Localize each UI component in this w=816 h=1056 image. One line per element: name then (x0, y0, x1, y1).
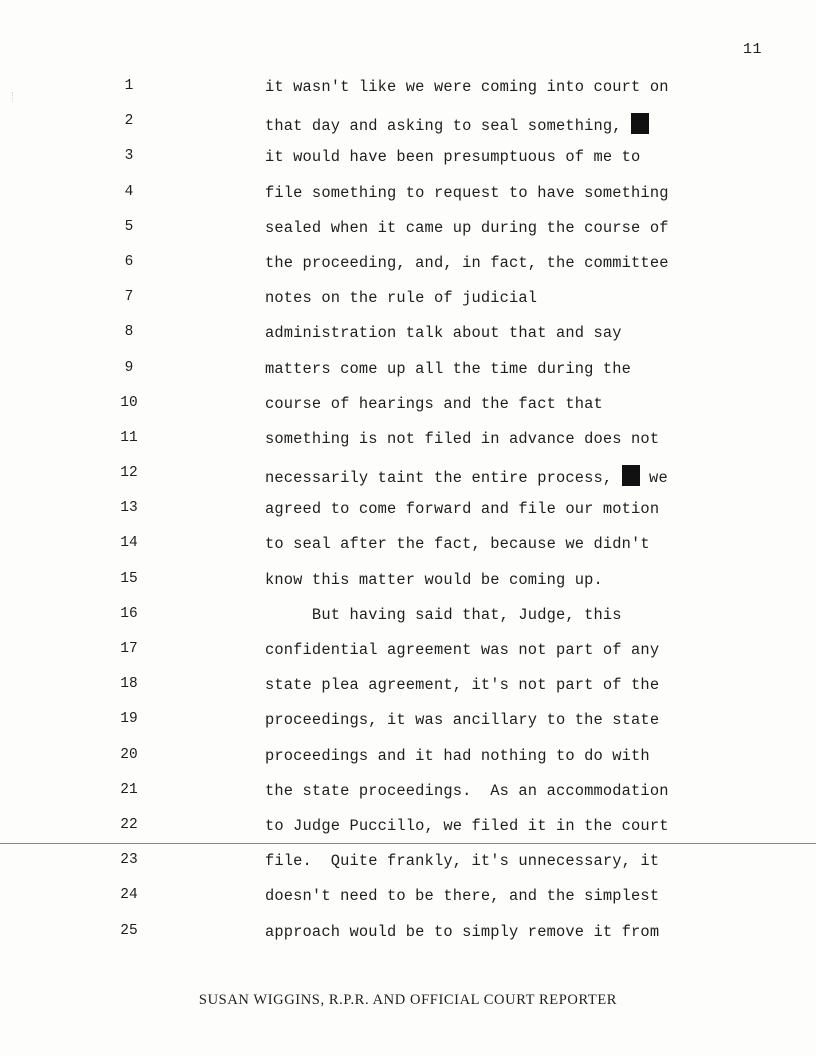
transcript-line (0, 844, 816, 879)
text-segment: confidential agreement was not part of any (265, 641, 660, 659)
line-text (265, 782, 669, 800)
line-text (265, 887, 659, 905)
text-segment: notes on the rule of judicial (265, 289, 538, 308)
line-text (265, 184, 669, 202)
transcript-line (0, 105, 816, 140)
line-number: 1 (124, 78, 134, 94)
line-text (265, 571, 603, 589)
transcript-line (0, 879, 816, 914)
text-segment: doesn't need to be there, and the simplest (265, 887, 660, 906)
transcript-line (0, 598, 816, 633)
reporter-footer: SUSAN WIGGINS, R.P.R. AND OFFICIAL COURT REPORTER (198, 992, 618, 1008)
text-segment: know this matter would be coming up. (265, 570, 603, 589)
line-text (265, 148, 640, 166)
line-text (265, 78, 669, 96)
transcript-line (0, 387, 816, 422)
transcript-line (0, 668, 816, 703)
line-number: 19 (120, 711, 138, 728)
line-number: 9 (124, 359, 134, 376)
transcript-line (0, 527, 816, 562)
line-number: 21 (120, 781, 138, 798)
text-segment: it would have been presumptuous of me to (265, 148, 641, 167)
line-number: 3 (124, 148, 134, 165)
text-segment: file. Quite frankly, it's unnecessary, it (265, 852, 660, 871)
line-text (265, 676, 659, 694)
text-segment: the proceeding, and, in fact, the committee (265, 253, 669, 272)
line-text (265, 289, 537, 307)
line-number: 7 (124, 289, 134, 306)
line-number: 17 (120, 641, 138, 657)
transcript-line (0, 70, 816, 105)
redaction-block (622, 465, 640, 486)
line-number: 12 (120, 465, 138, 482)
text-segment: to Judge Puccillo, we filed it in the court (265, 816, 669, 835)
line-text (265, 360, 631, 378)
transcript-line (0, 563, 816, 598)
text-segment: state plea agreement, it's not part of the (265, 676, 660, 695)
text-segment: file something to request to have something (265, 183, 669, 202)
text-segment: sealed when it came up during the course of (265, 218, 669, 237)
line-text (265, 641, 659, 659)
transcript-line (0, 809, 816, 844)
line-text (265, 219, 669, 237)
text-segment: But having said that, Judge, this (265, 605, 622, 624)
transcript-line (0, 352, 816, 387)
line-number: 11 (120, 429, 138, 446)
transcript-line (0, 281, 816, 316)
line-number: 23 (120, 852, 138, 869)
transcript-line (0, 316, 816, 351)
scan-artifact-line (0, 843, 816, 844)
line-number: 16 (120, 605, 138, 622)
text-segment: matters come up all the time during the (265, 359, 632, 378)
transcript-line (0, 774, 816, 809)
line-text (265, 852, 659, 870)
line-number: 6 (124, 253, 134, 270)
transcript-line (0, 457, 816, 492)
text-segment: something is not filed in advance does not (265, 429, 660, 448)
transcript-line (0, 915, 816, 950)
line-text (265, 606, 622, 624)
redaction-block (631, 113, 649, 134)
text-segment: to seal after the fact, because we didn't (265, 535, 650, 554)
line-text (265, 465, 668, 487)
line-text (265, 923, 659, 941)
text-segment: approach would be to simply remove it from (265, 922, 660, 941)
line-text (265, 747, 650, 765)
line-text (265, 535, 650, 553)
text-segment: course of hearings and the fact that (265, 394, 603, 413)
line-text (265, 817, 669, 835)
line-number: 15 (120, 570, 138, 587)
page-number: 11 (742, 41, 762, 58)
line-number: 20 (120, 746, 138, 763)
line-number: 4 (124, 183, 134, 200)
line-text (265, 430, 659, 448)
transcript-line (0, 492, 816, 527)
line-text (265, 254, 669, 272)
line-number: 25 (120, 922, 138, 939)
line-number: 14 (120, 535, 138, 552)
transcript-line (0, 422, 816, 457)
transcript-line (0, 739, 816, 774)
text-segment: proceedings and it had nothing to do with (265, 746, 650, 765)
text-segment: the state proceedings. As an accommodation (265, 781, 669, 800)
line-number: 10 (120, 394, 138, 411)
text-segment: that day and asking to seal something, (265, 117, 632, 136)
line-number: 8 (124, 324, 134, 341)
line-number: 13 (120, 500, 138, 517)
line-text (265, 395, 603, 413)
transcript-line (0, 703, 816, 738)
transcript-line (0, 211, 816, 246)
transcript-line (0, 633, 816, 668)
text-segment: we (639, 469, 668, 488)
line-number: 18 (120, 676, 138, 693)
text-segment: necessarily taint the entire process, (265, 469, 622, 488)
line-text (265, 711, 659, 729)
transcript-body (0, 70, 816, 950)
line-number: 2 (124, 113, 134, 130)
line-number: 24 (120, 887, 138, 904)
text-segment: agreed to come forward and file our motion (265, 500, 660, 519)
text-segment: it wasn't like we were coming into court on (265, 78, 669, 96)
text-segment: administration talk about that and say (265, 324, 622, 343)
transcript-line (0, 176, 816, 211)
transcript-line (0, 246, 816, 281)
line-number: 5 (124, 218, 134, 235)
text-segment: proceedings, it was ancillary to the state (265, 711, 660, 730)
line-text (265, 500, 659, 518)
line-text (265, 113, 649, 135)
transcript-line (0, 140, 816, 175)
line-text (265, 324, 622, 342)
line-number: 22 (120, 816, 138, 833)
